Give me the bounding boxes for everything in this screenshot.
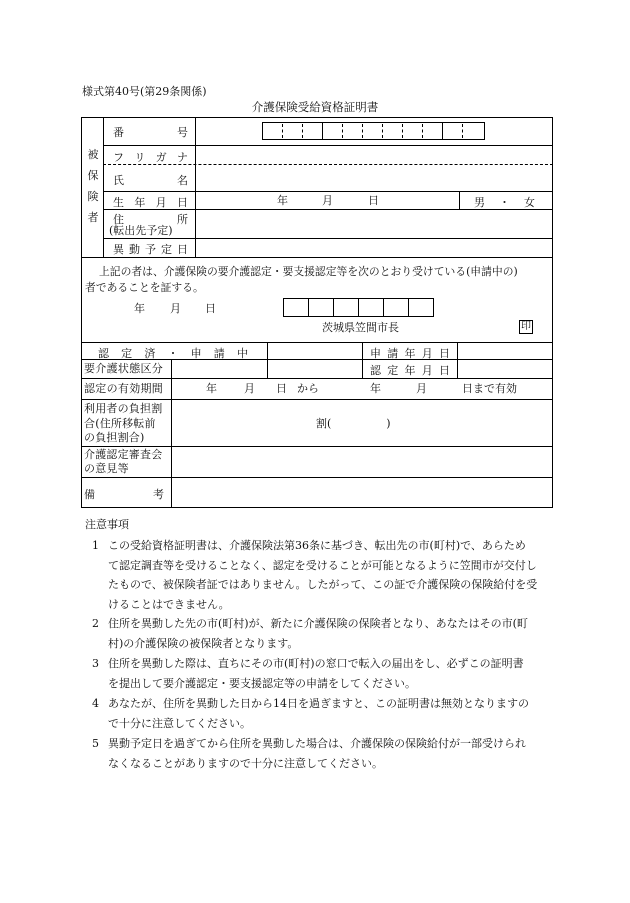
address-field[interactable] — [196, 210, 552, 237]
review-opinion-label: 介護認定審査会 の意見等 — [84, 448, 163, 475]
number-label: 番 号 — [113, 126, 188, 139]
furigana-label: フ リ ガ ナ — [113, 151, 188, 164]
application-date-label: 申 請 年 月 日 — [370, 347, 450, 360]
validity-until: 日まで有効 — [462, 382, 517, 395]
review-opinion-field[interactable] — [172, 447, 552, 476]
certification-date-label: 認 定 年 月 日 — [370, 364, 450, 377]
seal-stamp: 印 — [521, 321, 531, 332]
certified-status-field[interactable] — [268, 343, 361, 358]
birthdate-label: 生 年 月 日 — [113, 196, 188, 209]
validity-year-unit-1: 年 — [206, 382, 217, 395]
remarks-field[interactable] — [172, 478, 552, 507]
insured-number-field[interactable] — [262, 122, 485, 140]
insurer-number-field[interactable] — [283, 298, 434, 317]
validity-month-unit-2: 月 — [416, 382, 427, 395]
validity-label: 認定の有効期間 — [84, 382, 164, 395]
burden-ratio-value[interactable]: 割( ) — [316, 417, 391, 430]
certification-date-field[interactable] — [458, 360, 552, 377]
statement-line-2: 者であることを証する。 — [85, 281, 204, 294]
remarks-label: 備 考 — [84, 488, 164, 501]
issue-day-unit: 日 — [205, 302, 216, 315]
note-item: 5 異動予定日を過ぎてから住所を異動した場合は、介護保険の保険給付が一部受けられ なくなることがありますので十分に注意してください。 — [92, 737, 526, 770]
name-label: 氏 名 — [113, 174, 188, 187]
address-label: 住 所 — [113, 213, 188, 226]
insured-group-label: 被 保 険 者 — [87, 148, 99, 224]
move-date-label: 異 動 予 定 日 — [113, 243, 188, 256]
note-item: 4 あなたが、住所を異動した日から14日を過ぎますと、この証明書は無効となりますの で十分に注意してください。 — [92, 697, 529, 730]
birth-day-unit: 日 — [368, 194, 379, 207]
validity-day-unit-1: 日 — [276, 382, 287, 395]
issue-year-unit: 年 — [134, 302, 145, 315]
validity-month-unit-1: 月 — [244, 382, 255, 395]
notes-title: 注意事項 — [85, 518, 129, 531]
statement-line-1: 上記の者は、介護保険の要介護認定・要支援認定等を次のとおり受けている(申請中の) — [99, 265, 518, 278]
issuer-mayor: 茨城県笠間市長 — [322, 321, 399, 334]
birth-month-unit: 月 — [322, 194, 333, 207]
certified-status-label: 認 定 済 ・ 申 請 中 — [98, 347, 248, 360]
issue-month-unit: 月 — [170, 302, 181, 315]
document-title: 介護保険受給資格証明書 — [251, 100, 379, 114]
burden-ratio-label: 利用者の負担割 合(住所移転前 の負担割合) — [84, 402, 163, 444]
note-item: 2 住所を異動した先の市(町村)が、新たに介護保険の保険者となり、あなたはその市(町 村)の介護保険の被保険者となります。 — [92, 617, 528, 650]
care-level-field[interactable] — [172, 360, 361, 377]
move-date-field[interactable] — [196, 239, 552, 256]
form-number: 様式第40号(第29条関係) — [82, 85, 207, 98]
note-item: 3 住所を異動した際は、直ちにその市(町村)の窓口で転入の届出をし、必ずこの証明書 を提出して要介護認定・要支援認定等の申請をしてください。 — [92, 657, 524, 690]
address-sub-label: (転出先予定) — [109, 224, 173, 237]
birth-year-unit: 年 — [277, 194, 288, 207]
care-level-label: 要介護状態区分 — [84, 362, 164, 375]
sex-selector[interactable]: 男 ・ 女 — [474, 196, 535, 209]
validity-year-unit-2: 年 — [370, 382, 381, 395]
note-item: 1 この受給資格証明書は、介護保険法第36条に基づき、転出先の市(町村)で、あらため て認定調査等を受けることなく、認定を受けることが可能となるように笠間市が交付し たもので、被保険者証ではありません。したがって、この証で介護保険の保険給付を受 けることはできません。 — [92, 539, 538, 611]
furigana-field[interactable] — [196, 146, 552, 163]
application-date-field[interactable] — [458, 343, 552, 358]
name-field[interactable] — [196, 165, 552, 190]
validity-from: から — [297, 382, 319, 395]
